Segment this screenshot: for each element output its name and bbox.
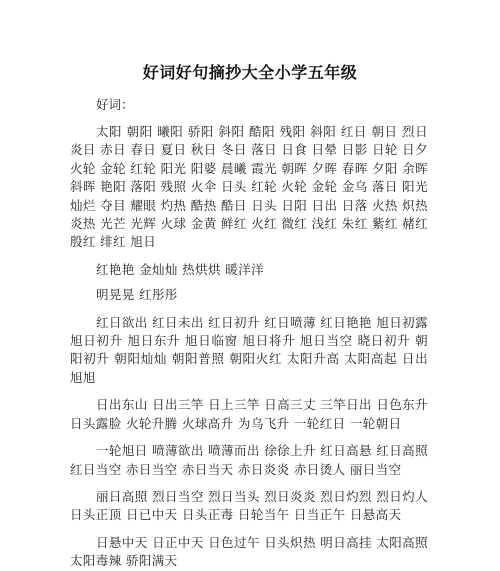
- paragraph: 红日欲出 红日未出 红日初升 红日喷薄 红日艳艳 旭日初露 旭日初升 旭日东升 旭日临窗 旭日将升 旭日当空 晓日初升 朝阳初升 朝阳灿灿 朝阳普照 朝阳火红 太阳升高 太阳高起 日出旭旭: [70, 314, 428, 385]
- paragraph: 丽日高照 烈日当空 烈日当头 烈日炎炎 烈日灼烈 烈日灼人 日头正顶 日已中天 日头正毒 日轮当午 日当正午 日悬高天: [70, 488, 428, 523]
- document-title: 好词好句摘抄大全小学五年级: [142, 63, 358, 82]
- paragraph: 明晃晃 红彤彤: [96, 287, 178, 303]
- paragraph: 红艳艳 金灿灿 热烘烘 暖洋洋: [96, 261, 264, 277]
- paragraph: 日出东山 日出三竿 日上三竿 日高三丈 三竿日出 日色东升 日头露脸 火轮升腾 火球高升 为乌飞升 一轮红日 一轮朝日: [70, 397, 428, 431]
- paragraph: 一轮旭日 喷薄欲出 喷薄而出 徐徐上升 红日高悬 红日高照 红日当空 赤日当空 赤日当天 赤日炎炎 赤日烫人 丽日当空: [70, 443, 428, 477]
- document-body: [70, 96, 428, 571]
- paragraph: 日悬中天 日正中天 日色过午 日头炽热 明日高挂 太阳高照 太阳毒辣 骄阳满天: [70, 534, 428, 569]
- paragraph: 太阳 朝阳 曦阳 骄阳 斜阳 酷阳 残阳 斜阳 红日 朝日 烈日 炎日 赤日 春日 夏日 秋日 冬日 落日 日食 日晕 日影 日轮 日夕 火轮 金轮 红轮 阳光 阳婆 晨曦 霞光 朝晖 夕晖 春晖 夕阳 余晖 斜晖 艳阳 落阳 残照 火伞 日头 红轮 火轮 金轮 金乌 落日 阳光 灿烂 夺目 耀眼 灼热 酷热 酷日 日头 日阳 日出 日落 火热 炽热 炎热 光芒 光辉 火球 金黄 鲜红 火红 微红 浅红 朱红 紫红 赭红 殷红 绯红 旭日: [70, 124, 428, 250]
- section-label: 好词：: [96, 97, 134, 112]
